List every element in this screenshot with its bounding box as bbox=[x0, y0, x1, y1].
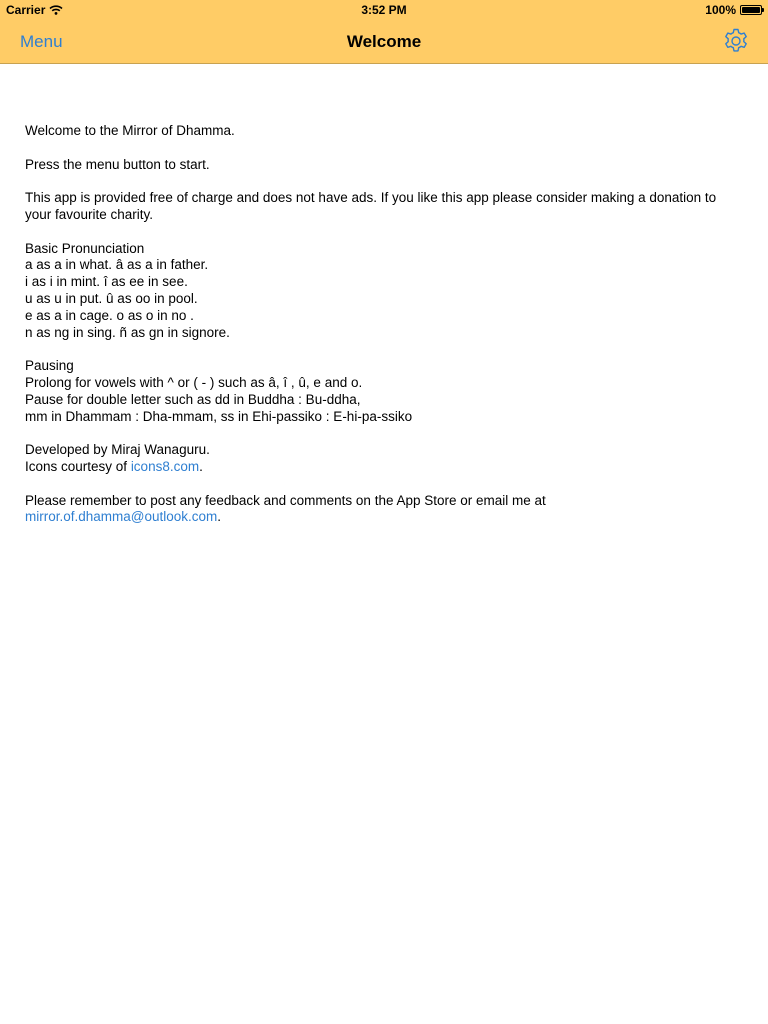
pausing-line: mm in Dhammam : Dha-mmam, ss in Ehi-passiko : E-hi-pa-ssiko bbox=[25, 408, 413, 424]
developer-credit: Developed by Miraj Wanaguru. bbox=[25, 442, 210, 458]
battery-fill bbox=[742, 7, 760, 13]
email-link[interactable]: mirror.of.dhamma@outlook.com bbox=[25, 509, 218, 525]
menu-button[interactable]: Menu bbox=[20, 32, 63, 51]
start-instruction: Press the menu button to start. bbox=[25, 156, 210, 172]
page-title: Welcome bbox=[346, 32, 422, 51]
battery-icon bbox=[740, 5, 762, 15]
pausing-line: Pause for double letter such as dd in Buddha : Bu-ddha, bbox=[25, 391, 361, 407]
pronunciation-line: n as ng in sing. ñ as gn in signore. bbox=[25, 324, 230, 340]
pausing-line: Prolong for vowels with ^ or ( - ) such as â, î , û, e and o. bbox=[25, 374, 363, 390]
gear-icon[interactable] bbox=[722, 27, 750, 55]
email-period: . bbox=[217, 509, 222, 525]
icons8-link[interactable]: icons8.com bbox=[130, 458, 200, 474]
credits-section bbox=[25, 442, 725, 476]
icons-credit bbox=[25, 459, 725, 476]
feedback-text: Please remember to post any feedback and comments on the App Store or email me at bbox=[25, 492, 546, 508]
pausing-section bbox=[25, 358, 725, 425]
free-notice: This app is provided free of charge and does not have ads. If you like this app please consider making a donation to your favourite charity. bbox=[25, 190, 717, 222]
carrier-label: Carrier bbox=[6, 3, 46, 17]
welcome-text: Welcome to the Mirror of Dhamma. bbox=[25, 123, 235, 138]
icons-credit-prefix: Icons courtesy of bbox=[25, 458, 131, 474]
pronunciation-line: e as a in cage. o as o in no . bbox=[25, 307, 194, 323]
pronunciation-line: u as u in put. û as oo in pool. bbox=[25, 290, 198, 306]
pausing-heading: Pausing bbox=[25, 358, 74, 374]
pronunciation-line: a as a in what. â as a in father. bbox=[25, 257, 209, 273]
pronunciation-section bbox=[25, 241, 725, 342]
feedback-section bbox=[25, 493, 725, 527]
welcome-content bbox=[25, 123, 725, 543]
email-line bbox=[25, 509, 725, 526]
status-time: 3:52 PM bbox=[361, 3, 407, 17]
status-bar bbox=[0, 0, 768, 20]
icons-credit-period: . bbox=[199, 458, 203, 474]
battery-percent: 100% bbox=[705, 3, 736, 17]
navigation-bar bbox=[0, 20, 768, 64]
pronunciation-heading: Basic Pronunciation bbox=[25, 240, 145, 256]
battery-indicator bbox=[705, 3, 762, 17]
pronunciation-line: i as i in mint. î as ee in see. bbox=[25, 274, 188, 290]
